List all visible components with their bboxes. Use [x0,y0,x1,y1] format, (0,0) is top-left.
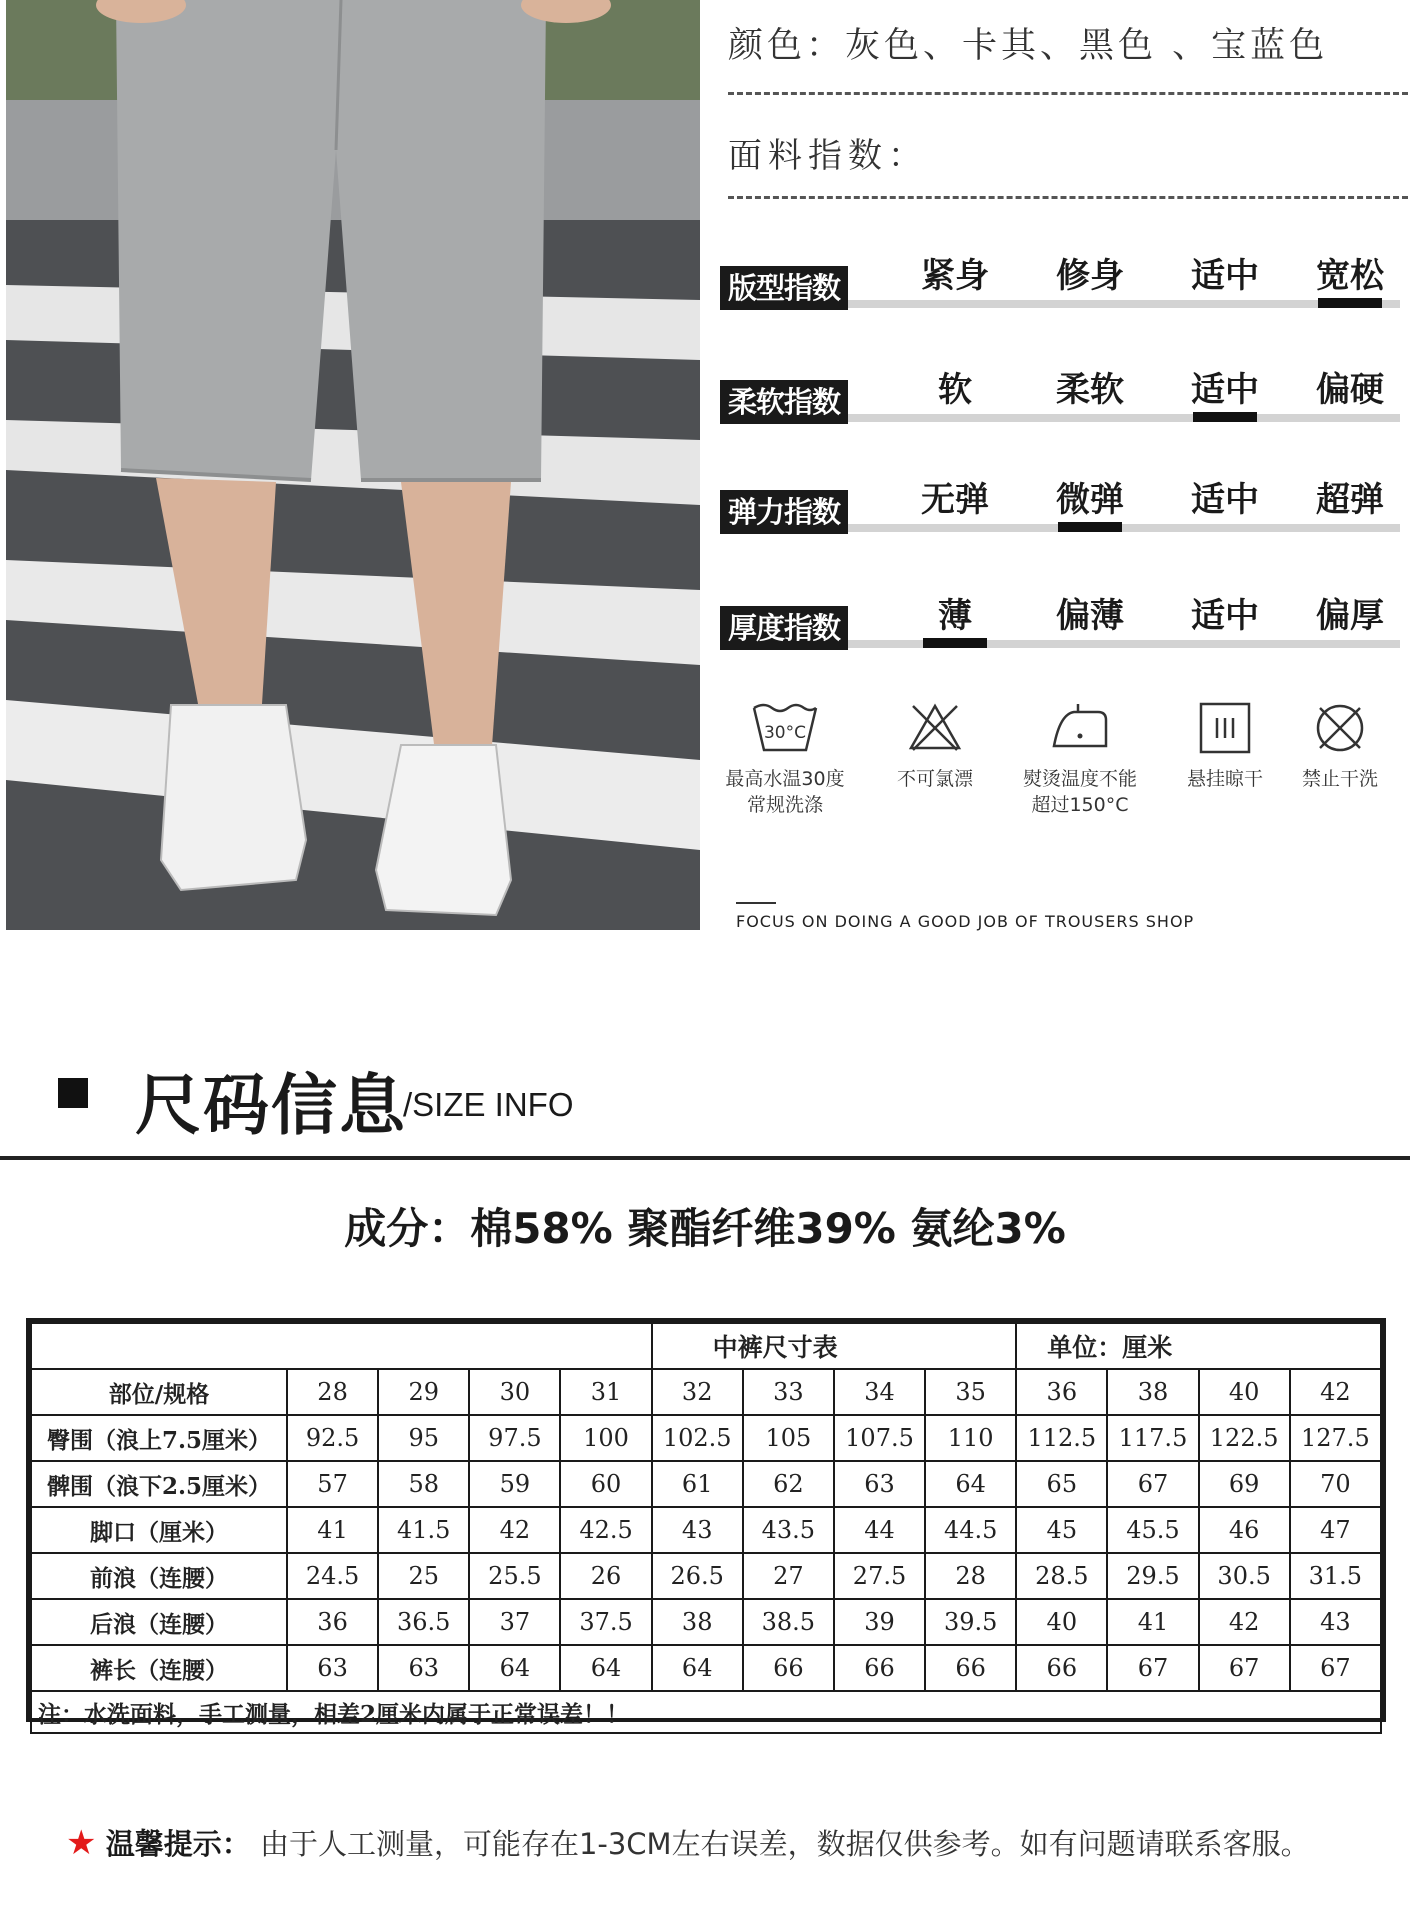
measurement-value: 44.5 [925,1507,1016,1553]
measurement-value: 67 [1107,1461,1198,1507]
size-column-header: 33 [743,1369,834,1415]
index-option: 柔软 [1056,370,1124,410]
shop-slogan: FOCUS ON DOING A GOOD JOB OF TROUSERS SHOP [736,912,1195,931]
measurement-value: 69 [1199,1461,1290,1507]
measurement-value: 40 [1016,1599,1107,1645]
size-info-header [0,1020,1410,1160]
no-dry-clean-icon [1312,700,1368,756]
measurement-value: 37 [469,1599,560,1645]
iron-icon [1048,700,1112,756]
care-item [700,700,870,818]
measurement-value: 39 [834,1599,925,1645]
index-option: 紧身 [921,256,989,296]
measurement-value: 26 [560,1553,651,1599]
index-row-elasticity [720,472,1410,542]
index-option: 薄 [938,596,972,636]
measurement-value: 59 [469,1461,560,1507]
table-unit: 单位：厘米 [1016,1323,1381,1369]
divider [728,196,1408,199]
index-label: 柔软指数 [720,380,848,424]
measurement-value: 66 [1016,1645,1107,1691]
measurement-value: 42 [1199,1599,1290,1645]
size-column-header: 35 [925,1369,1016,1415]
care-text: 熨烫温度不能 超过150°C [1022,768,1137,816]
index-option: 偏薄 [1056,596,1124,636]
measurement-value: 63 [378,1645,469,1691]
measurement-value: 43 [1290,1599,1381,1645]
measurement-value: 43.5 [743,1507,834,1553]
measurement-value: 64 [560,1645,651,1691]
measurement-value: 38 [652,1599,743,1645]
index-label: 弹力指数 [720,490,848,534]
measurement-value: 36 [287,1599,378,1645]
table-row [31,1415,1381,1461]
measurement-value: 46 [1199,1507,1290,1553]
size-column-header: 30 [469,1369,560,1415]
care-text: 最高水温30度 常规洗涤 [725,768,845,816]
index-row-thickness [720,588,1410,658]
measurement-value: 63 [287,1645,378,1691]
index-bar [848,414,1400,422]
care-text: 禁止干洗 [1301,768,1378,790]
tip-label: 温馨提示： [105,1827,251,1861]
table-title: 中裤尺寸表 [652,1323,1017,1369]
tip-text: 由于人工测量，可能存在1-3CM左右误差，数据仅供参考。如有问题请联系客服。 [259,1827,1310,1861]
measurement-value: 36.5 [378,1599,469,1645]
table-note-row [31,1691,1381,1733]
measurement-value: 64 [469,1645,560,1691]
wash-30-icon [750,700,820,756]
index-option: 修身 [1056,256,1124,296]
size-column-header: 29 [378,1369,469,1415]
care-text: 不可氯漂 [896,768,973,790]
measurement-value: 58 [378,1461,469,1507]
care-item [1255,700,1410,792]
divider [728,92,1408,95]
measurement-value: 65 [1016,1461,1107,1507]
index-bar [848,524,1400,532]
size-column-header: 42 [1290,1369,1381,1415]
index-option: 微弹 [1056,480,1124,520]
index-option: 超弹 [1316,480,1384,520]
measurement-value: 28.5 [1016,1553,1107,1599]
care-text: 悬挂晾干 [1186,768,1263,790]
size-column-header: 36 [1016,1369,1107,1415]
table-blank-cell [31,1323,652,1369]
measurement-value: 66 [743,1645,834,1691]
measurement-label: 裤长（连腰） [31,1645,287,1691]
table-header-row [31,1369,1381,1415]
measurement-value: 122.5 [1199,1415,1290,1461]
index-option: 适中 [1191,370,1259,410]
measurement-value: 61 [652,1461,743,1507]
size-column-header: 31 [560,1369,651,1415]
measurement-value: 30.5 [1199,1553,1290,1599]
table-row [31,1599,1381,1645]
measurement-value: 24.5 [287,1553,378,1599]
measurement-value: 64 [652,1645,743,1691]
measurement-value: 27.5 [834,1553,925,1599]
measurement-label: 前浪（连腰） [31,1553,287,1599]
measurement-value: 45 [1016,1507,1107,1553]
table-title-row [31,1323,1381,1369]
measurement-label: 臀围（浪上7.5厘米） [31,1415,287,1461]
size-info-subtitle: /SIZE INFO [403,1086,574,1123]
measurement-value: 41 [287,1507,378,1553]
measurement-label: 髀围（浪下2.5厘米） [31,1461,287,1507]
measurement-value: 41 [1107,1599,1198,1645]
index-row-fit [720,248,1410,318]
measurement-value: 64 [925,1461,1016,1507]
index-option: 适中 [1191,596,1259,636]
measurement-value: 95 [378,1415,469,1461]
fabric-composition: 成分：棉58% 聚酯纤维39% 氨纶3% [344,1204,1066,1253]
index-selected-marker [923,638,987,648]
index-label: 厚度指数 [720,606,848,650]
measurement-value: 25 [378,1553,469,1599]
measurement-value: 67 [1107,1645,1198,1691]
measurement-value: 110 [925,1415,1016,1461]
measurement-value: 66 [925,1645,1016,1691]
measurement-value: 38.5 [743,1599,834,1645]
measurement-value: 67 [1199,1645,1290,1691]
measurement-value: 47 [1290,1507,1381,1553]
measurement-value: 62 [743,1461,834,1507]
measurement-value: 29.5 [1107,1553,1198,1599]
measurement-value: 44 [834,1507,925,1553]
index-selected-marker [1318,298,1382,308]
star-icon: ★ [66,1823,97,1863]
index-option: 适中 [1191,256,1259,296]
size-column-header: 38 [1107,1369,1198,1415]
focus-underline [736,902,776,904]
measurement-value: 63 [834,1461,925,1507]
size-info-title: 尺码信息 [135,1067,407,1144]
index-option: 软 [938,370,972,410]
measurement-value: 66 [834,1645,925,1691]
table-header-label: 部位/规格 [31,1369,287,1415]
fabric-info-panel [700,0,1410,940]
index-label: 版型指数 [720,266,848,310]
table-row [31,1553,1381,1599]
measurement-value: 27 [743,1553,834,1599]
warm-tip [66,1822,1310,1863]
measurement-value: 92.5 [287,1415,378,1461]
size-column-header: 40 [1199,1369,1290,1415]
measurement-value: 31.5 [1290,1553,1381,1599]
table-note: 注：水洗面料，手工测量，相差2厘米内属于正常误差！！ [31,1691,1381,1733]
measurement-value: 26.5 [652,1553,743,1599]
measurement-value: 42 [469,1507,560,1553]
measurement-value: 25.5 [469,1553,560,1599]
measurement-value: 41.5 [378,1507,469,1553]
measurement-value: 107.5 [834,1415,925,1461]
color-options: 颜色：灰色、卡其、黑色 、宝蓝色 [728,26,1329,66]
measurement-value: 43 [652,1507,743,1553]
shorts-model-image [6,0,700,930]
table-row [31,1507,1381,1553]
index-selected-marker [1058,522,1122,532]
hang-dry-icon [1197,700,1253,756]
size-table [30,1322,1382,1734]
measurement-value: 97.5 [469,1415,560,1461]
measurement-value: 57 [287,1461,378,1507]
table-row [31,1645,1381,1691]
measurement-label: 脚口（厘米） [31,1507,287,1553]
measurement-label: 后浪（连腰） [31,1599,287,1645]
measurement-value: 42.5 [560,1507,651,1553]
index-selected-marker [1193,412,1257,422]
measurement-value: 67 [1290,1645,1381,1691]
measurement-value: 45.5 [1107,1507,1198,1553]
index-option: 偏厚 [1316,596,1384,636]
measurement-value: 60 [560,1461,651,1507]
index-option: 宽松 [1316,256,1384,296]
measurement-value: 102.5 [652,1415,743,1461]
measurement-value: 105 [743,1415,834,1461]
measurement-value: 127.5 [1290,1415,1381,1461]
section-square-icon [58,1078,88,1108]
size-column-header: 28 [287,1369,378,1415]
index-option: 适中 [1191,480,1259,520]
size-column-header: 32 [652,1369,743,1415]
measurement-value: 70 [1290,1461,1381,1507]
measurement-value: 28 [925,1553,1016,1599]
measurement-value: 112.5 [1016,1415,1107,1461]
index-option: 无弹 [921,480,989,520]
size-table-frame [26,1318,1386,1728]
size-column-header: 34 [834,1369,925,1415]
product-photo [6,0,700,930]
index-row-softness [720,362,1410,432]
measurement-value: 100 [560,1415,651,1461]
no-bleach-icon [907,700,963,756]
fabric-index-title: 面料指数： [728,136,928,176]
measurement-value: 39.5 [925,1599,1016,1645]
table-row [31,1461,1381,1507]
index-option: 偏硬 [1316,370,1384,410]
wash-temp-badge: 30°C [763,723,807,743]
measurement-value: 117.5 [1107,1415,1198,1461]
measurement-value: 37.5 [560,1599,651,1645]
